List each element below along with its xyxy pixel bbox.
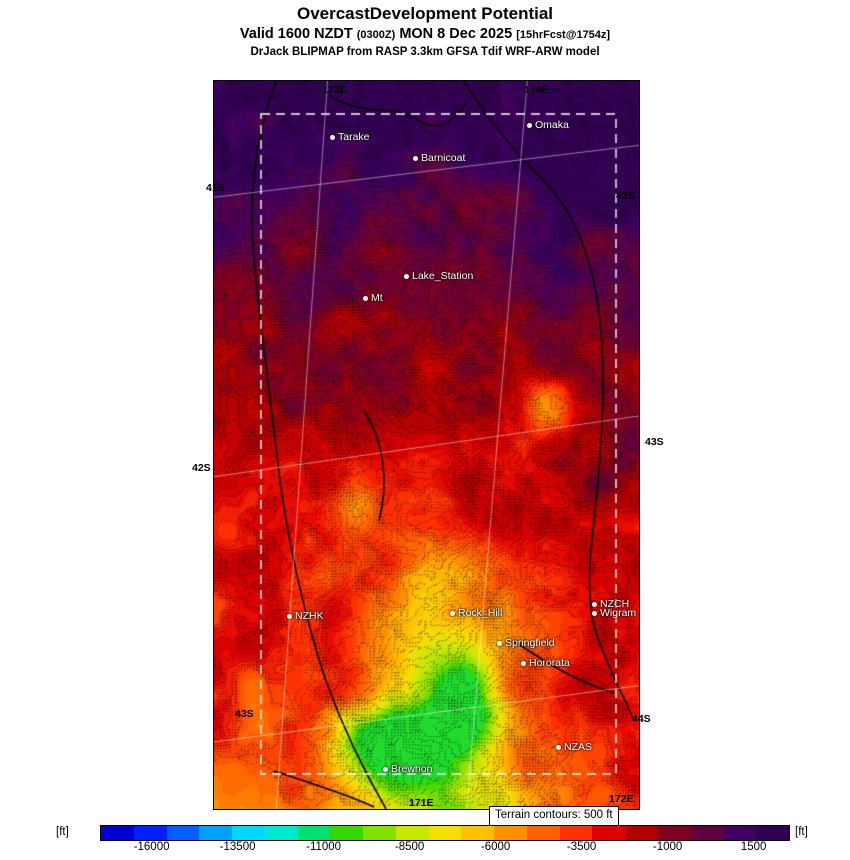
colorbar-segment [265,826,298,840]
colorbar-tick-label: -11000 [306,841,342,853]
colorbar-segment [527,826,560,840]
map-place-label [287,610,324,622]
valid-time-line [0,25,850,44]
colorbar-segment [560,826,593,840]
station-dot-icon [592,611,597,616]
map-place-label [521,657,570,669]
map-place-label [527,119,569,131]
station-dot-icon [287,614,292,619]
colorbar-segment [429,826,462,840]
station-dot-icon [450,611,455,616]
colorbar-gradient [100,825,790,841]
colorbar-segment [396,826,429,840]
place-name: Lake_Station [412,270,474,282]
place-name: Tarake [338,131,370,143]
station-dot-icon [383,767,388,772]
place-name: NZHK [295,610,324,622]
colorbar-segment [232,826,265,840]
graticule-label: 42S [192,462,211,474]
graticule-label: 42S [616,190,635,202]
station-dot-icon [527,123,532,128]
station-dot-icon [592,602,597,607]
map-place-label [592,607,636,619]
place-name: Omaka [535,119,569,131]
colorbar-segment [363,826,396,840]
map-place-label [413,152,465,164]
colorbar-segment [592,826,625,840]
place-name: Barnicoat [421,152,466,164]
map-place-label [556,741,592,753]
colorbar-segment [167,826,200,840]
colorbar-segment [298,826,331,840]
place-name: NZAS [564,741,593,753]
graticule-label: 173E [322,84,347,96]
colorbar-segment [691,826,724,840]
place-name: Springfield [505,637,555,649]
place-name: Mt [371,292,383,304]
terrain-contour-note: Terrain contours: 500 ft [489,806,619,826]
colorbar-tick-label: -8500 [394,841,425,853]
station-dot-icon [363,296,368,301]
title-block [0,4,850,59]
valid-date: MON 8 Dec 2025 [399,26,513,42]
station-dot-icon [330,135,335,140]
forecast-tag: [15hrFcst@1754z] [516,29,611,41]
graticule-label: 41S [206,182,225,194]
station-dot-icon [404,274,409,279]
colorbar-legend [0,818,850,860]
graticule-label: 174E [524,84,549,96]
colorbar-segment [199,826,232,840]
map-raster [214,81,639,809]
map-place-label [404,270,473,282]
graticule-label: 43S [645,436,664,448]
colorbar-segment [625,826,658,840]
page-title: OvercastDevelopment Potential [296,4,554,23]
colorbar-ticks [100,841,788,859]
station-dot-icon [497,641,502,646]
graticule-label: 171E [409,797,434,809]
map-place-label [363,292,383,304]
colorbar-segment [658,826,691,840]
colorbar-tick-label: -16000 [133,841,170,853]
colorbar-segment [101,826,134,840]
colorbar-tick-label: 1500 [740,841,767,853]
station-dot-icon [556,745,561,750]
valid-time-utc: (0300Z) [356,29,396,41]
valid-time: Valid 1600 NZDT [239,26,353,42]
place-name: Wigram [600,607,637,619]
colorbar-unit-left: [ft] [56,826,69,838]
colorbar-unit-right: [ft] [795,826,808,838]
map-frame[interactable] [213,80,640,810]
graticule-label: 172E [609,793,634,805]
colorbar-tick-label: -3500 [566,841,597,853]
graticule-label: 43S [235,708,254,720]
colorbar-segment [134,826,167,840]
graticule-label: 44S [632,713,651,725]
station-dot-icon [413,156,418,161]
colorbar-segment [330,826,363,840]
model-line: DrJack BLIPMAP from RASP 3.3km GFSA Tdif WRF-ARW model [250,46,600,58]
colorbar-tick-label: -13500 [219,841,256,853]
colorbar-segment [724,826,757,840]
map-place-label [450,607,502,619]
colorbar-segment [756,826,789,840]
place-name: Brewhon [391,763,433,775]
place-name: NZCH [600,598,630,610]
colorbar-tick-label: -6000 [480,841,511,853]
place-name: Rock_Hill [458,607,503,619]
station-dot-icon [521,661,526,666]
map-place-label [497,637,555,649]
place-name: Hororata [529,657,570,669]
colorbar-segment [494,826,527,840]
map-place-label [383,763,432,775]
map-place-label [330,131,370,143]
colorbar-segment [461,826,494,840]
colorbar-tick-label: -1000 [652,841,683,853]
